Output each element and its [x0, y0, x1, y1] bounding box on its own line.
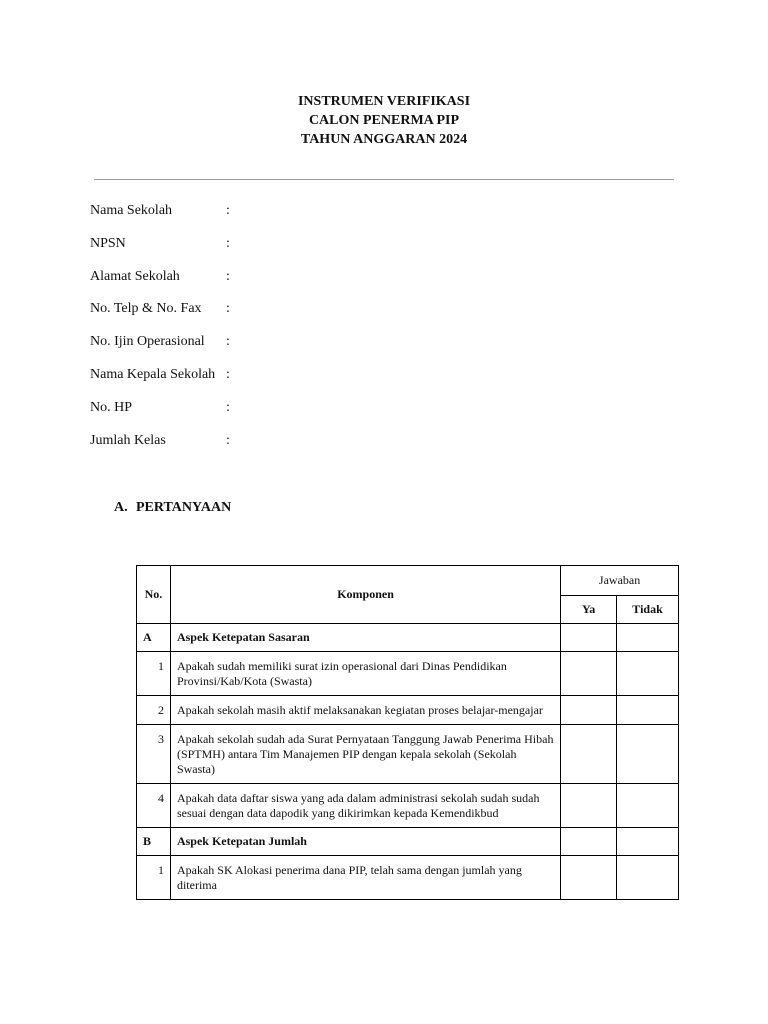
table-row: [137, 784, 679, 828]
document-title: [0, 92, 768, 149]
field-label: Nama Sekolah: [90, 203, 173, 218]
field-colon: :: [226, 301, 230, 317]
item-no: 4: [137, 784, 171, 828]
header-tidak: Tidak: [617, 596, 679, 624]
title-line-2: CALON PENERMA PIP: [308, 113, 460, 128]
group-title: Aspek Ketepatan Sasaran: [170, 624, 560, 652]
item-text: Apakah SK Alokasi penerima dana PIP, telah sama dengan jumlah yang diterima: [170, 856, 560, 900]
table-row: [137, 725, 679, 784]
field-label: No. Telp & No. Fax: [90, 301, 202, 317]
field-colon: :: [226, 366, 230, 382]
field-label: Alamat Sekolah: [90, 268, 180, 284]
field-colon: :: [226, 399, 230, 415]
verification-table: [136, 565, 679, 900]
field-label: No. HP: [90, 399, 133, 415]
item-no: 1: [137, 652, 171, 696]
divider-line: [94, 179, 674, 180]
item-no: 2: [137, 696, 171, 725]
title-line-1: INSTRUMEN VERIFIKASI: [297, 94, 471, 109]
group-code: A: [137, 624, 171, 652]
item-no: 1: [137, 856, 171, 900]
answer-ya-cell[interactable]: [561, 828, 617, 856]
field-colon: :: [226, 268, 230, 284]
title-line-3: TAHUN ANGGARAN 2024: [300, 132, 468, 147]
answer-tidak-cell[interactable]: [617, 725, 679, 784]
item-no: 3: [137, 725, 171, 784]
section-title: PERTANYAAN: [136, 500, 232, 515]
answer-tidak-cell[interactable]: [617, 652, 679, 696]
field-colon: :: [226, 432, 230, 448]
group-row-a: [137, 624, 679, 652]
answer-tidak-cell[interactable]: [617, 856, 679, 900]
table-row: [137, 696, 679, 725]
field-label: NPSN: [90, 235, 126, 251]
answer-ya-cell[interactable]: [561, 784, 617, 828]
item-text: Apakah sekolah sudah ada Surat Pernyataan Tanggung Jawab Penerima Hibah (SPTMH) antara Tim Manajemen PIP dengan kepala sekolah (Sekolah Swasta): [170, 725, 560, 784]
group-code: B: [137, 828, 171, 856]
answer-ya-cell[interactable]: [561, 652, 617, 696]
field-colon: :: [226, 235, 230, 251]
item-text: Apakah sekolah masih aktif melaksanakan kegiatan proses belajar-mengajar: [170, 696, 560, 725]
group-row-b: [137, 828, 679, 856]
header-ya: Ya: [561, 596, 617, 624]
field-label: Jumlah Kelas: [90, 432, 166, 448]
header-jawaban: Jawaban: [561, 566, 679, 596]
table-header-row: [137, 566, 679, 596]
table-row: [137, 856, 679, 900]
section-letter: A.: [114, 500, 128, 515]
group-title: Aspek Ketepatan Jumlah: [170, 828, 560, 856]
answer-tidak-cell[interactable]: [617, 828, 679, 856]
item-text: Apakah data daftar siswa yang ada dalam administrasi sekolah sudah sudah sesuai dengan data dapodik yang dikirimkan kepada Kemendikbud: [170, 784, 560, 828]
header-no: No.: [137, 566, 171, 624]
answer-ya-cell[interactable]: [561, 624, 617, 652]
field-colon: :: [226, 203, 230, 218]
section-heading: [114, 500, 231, 516]
answer-ya-cell[interactable]: [561, 725, 617, 784]
answer-ya-cell[interactable]: [561, 696, 617, 725]
answer-tidak-cell[interactable]: [617, 784, 679, 828]
field-label: No. Ijin Operasional: [90, 334, 205, 350]
answer-tidak-cell[interactable]: [617, 624, 679, 652]
header-komponen: Komponen: [170, 566, 560, 624]
field-label: Nama Kepala Sekolah: [90, 366, 216, 382]
item-text: Apakah sudah memiliki surat izin operasional dari Dinas Pendidikan Provinsi/Kab/Kota (Swasta): [170, 652, 560, 696]
answer-tidak-cell[interactable]: [617, 696, 679, 725]
table-row: [137, 652, 679, 696]
field-colon: :: [226, 334, 230, 350]
answer-ya-cell[interactable]: [561, 856, 617, 900]
